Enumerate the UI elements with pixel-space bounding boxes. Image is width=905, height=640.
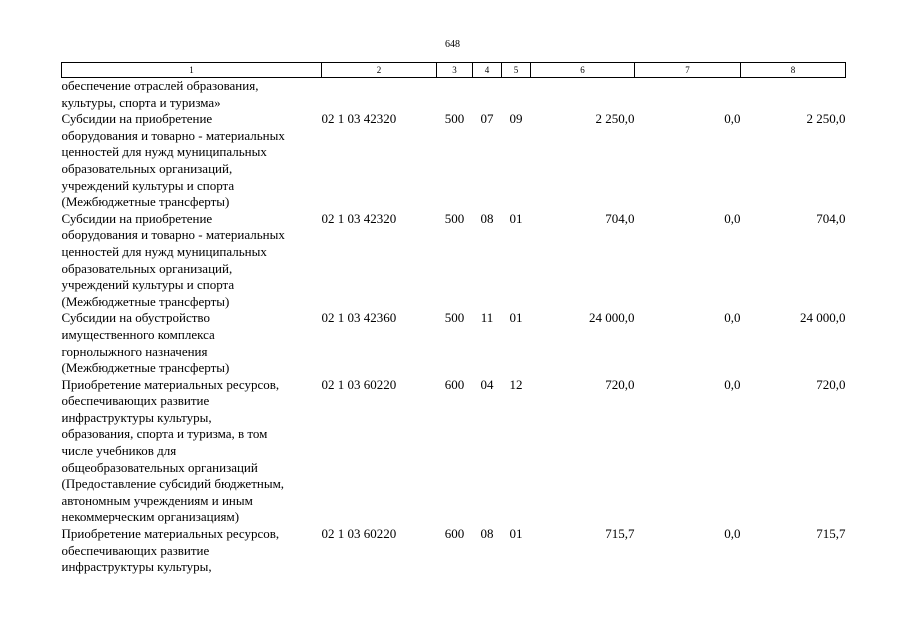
table-row: [62, 310, 846, 376]
row-name-line: Приобретение материальных ресурсов,: [61, 376, 280, 392]
header-col-5: 5: [502, 63, 531, 78]
row-name-line: инфраструктуры культуры,: [61, 409, 212, 425]
row-name-line: образования, спорта и туризма, в том: [61, 426, 268, 442]
row-name-cell: [62, 526, 322, 576]
table-row: [62, 78, 846, 112]
row-col7-cell: 0,0: [724, 310, 741, 326]
row-name-cell: [62, 211, 322, 311]
row-name-line: Субсидии на приобретение: [61, 111, 213, 127]
row-code-cell: 02 1 03 60220: [321, 376, 397, 392]
row-col5-cell: 01: [509, 210, 523, 226]
row-name-line: оборудования и товарно - материальных: [61, 127, 285, 143]
row-name-line: учреждений культуры и спорта: [61, 277, 235, 293]
row-name-line: образовательных организаций,: [61, 260, 233, 276]
row-name-line: ценностей для нужд муниципальных: [61, 144, 267, 160]
row-col4-cell: 08: [480, 210, 494, 226]
header-col-4: 4: [473, 63, 502, 78]
row-col6-cell: 24 000,0: [589, 310, 635, 326]
row-name-line: Субсидии на приобретение: [61, 210, 213, 226]
row-col8-cell: 704,0: [816, 210, 846, 226]
row-name-line: обеспечивающих развитие: [61, 393, 210, 409]
row-col4-cell: 11: [480, 310, 494, 326]
row-col3-cell: 500: [444, 210, 465, 226]
header-col-8: 8: [741, 63, 846, 78]
row-name-line: учреждений культуры и спорта: [61, 177, 235, 193]
row-name-line: имущественного комплекса: [61, 326, 215, 342]
row-col6-cell: [531, 78, 635, 112]
row-code-cell: 02 1 03 60220: [321, 526, 397, 542]
row-name-cell: [62, 111, 322, 211]
table-row: [62, 111, 846, 211]
row-col7-cell: 0,0: [724, 210, 741, 226]
header-row: [62, 63, 846, 78]
row-col6-cell: 2 250,0: [595, 111, 635, 127]
row-col7-cell: 0,0: [724, 376, 741, 392]
row-col5-cell: 01: [509, 526, 523, 542]
row-col3-cell: 600: [444, 376, 465, 392]
row-name-line: некоммерческим организациям): [61, 509, 240, 525]
header-col-2: 2: [322, 63, 437, 78]
table-header: [62, 63, 846, 78]
row-col5-cell: 09: [509, 111, 523, 127]
row-name-line: обеспечение отраслей образования,: [61, 78, 259, 93]
row-name-cell: [62, 377, 322, 526]
row-col4-cell: 08: [480, 526, 494, 542]
table-row: [62, 211, 846, 311]
row-name-line: (Межбюджетные трансферты): [61, 360, 230, 376]
row-col5-cell: 01: [509, 310, 523, 326]
row-name-line: горнолыжного назначения: [61, 343, 208, 359]
row-col4-cell: 04: [480, 376, 494, 392]
row-col7-cell: 0,0: [724, 526, 741, 542]
row-col8-cell: 24 000,0: [800, 310, 846, 326]
row-col6-cell: 704,0: [605, 210, 635, 226]
row-name-line: образовательных организаций,: [61, 160, 233, 176]
row-col7-cell: 0,0: [724, 111, 741, 127]
row-col6-cell: 720,0: [605, 376, 635, 392]
table-body: [62, 78, 846, 576]
row-col7-cell: [635, 78, 741, 112]
table-row: [62, 377, 846, 526]
row-name-cell: [62, 310, 322, 376]
page-number: 648: [445, 39, 460, 50]
row-col5-cell: [502, 78, 531, 112]
row-col3-cell: 500: [444, 111, 465, 127]
header-col-1: 1: [62, 63, 322, 78]
row-name-line: (Предоставление субсидий бюджетным,: [61, 476, 285, 492]
row-name-line: оборудования и товарно - материальных: [61, 227, 285, 243]
row-name-line: (Межбюджетные трансферты): [61, 293, 230, 309]
row-name-line: культуры, спорта и туризма»: [61, 94, 221, 110]
row-name-line: обеспечивающих развитие: [61, 542, 210, 558]
row-name-line: Субсидии на обустройство: [61, 310, 210, 326]
row-col8-cell: 715,7: [816, 526, 846, 542]
row-col4-cell: [473, 78, 502, 112]
row-name-cell: [62, 78, 322, 112]
row-name-line: числе учебников для: [61, 443, 177, 459]
header-col-3: 3: [437, 63, 473, 78]
row-name-line: инфраструктуры культуры,: [61, 559, 212, 575]
budget-table: [61, 62, 846, 576]
row-name-line: автономным учреждениям и иным: [61, 492, 253, 508]
row-name-line: (Межбюджетные трансферты): [61, 194, 230, 210]
row-name-line: общеобразовательных организаций: [61, 459, 258, 475]
row-name-line: Приобретение материальных ресурсов,: [61, 526, 280, 542]
row-col8-cell: 720,0: [816, 376, 846, 392]
row-col3-cell: [437, 78, 473, 112]
row-col6-cell: 715,7: [605, 526, 635, 542]
row-code-cell: [322, 78, 437, 112]
row-col5-cell: 12: [509, 376, 523, 392]
table-row: [62, 526, 846, 576]
row-name-line: ценностей для нужд муниципальных: [61, 243, 267, 259]
row-code-cell: 02 1 03 42320: [321, 111, 397, 127]
row-code-cell: 02 1 03 42320: [321, 210, 397, 226]
row-col3-cell: 600: [444, 526, 465, 542]
header-col-7: 7: [635, 63, 741, 78]
row-col8-cell: [741, 78, 846, 112]
row-col4-cell: 07: [480, 111, 494, 127]
header-col-6: 6: [531, 63, 635, 78]
row-code-cell: 02 1 03 42360: [321, 310, 397, 326]
row-col3-cell: 500: [444, 310, 465, 326]
row-col8-cell: 2 250,0: [806, 111, 846, 127]
